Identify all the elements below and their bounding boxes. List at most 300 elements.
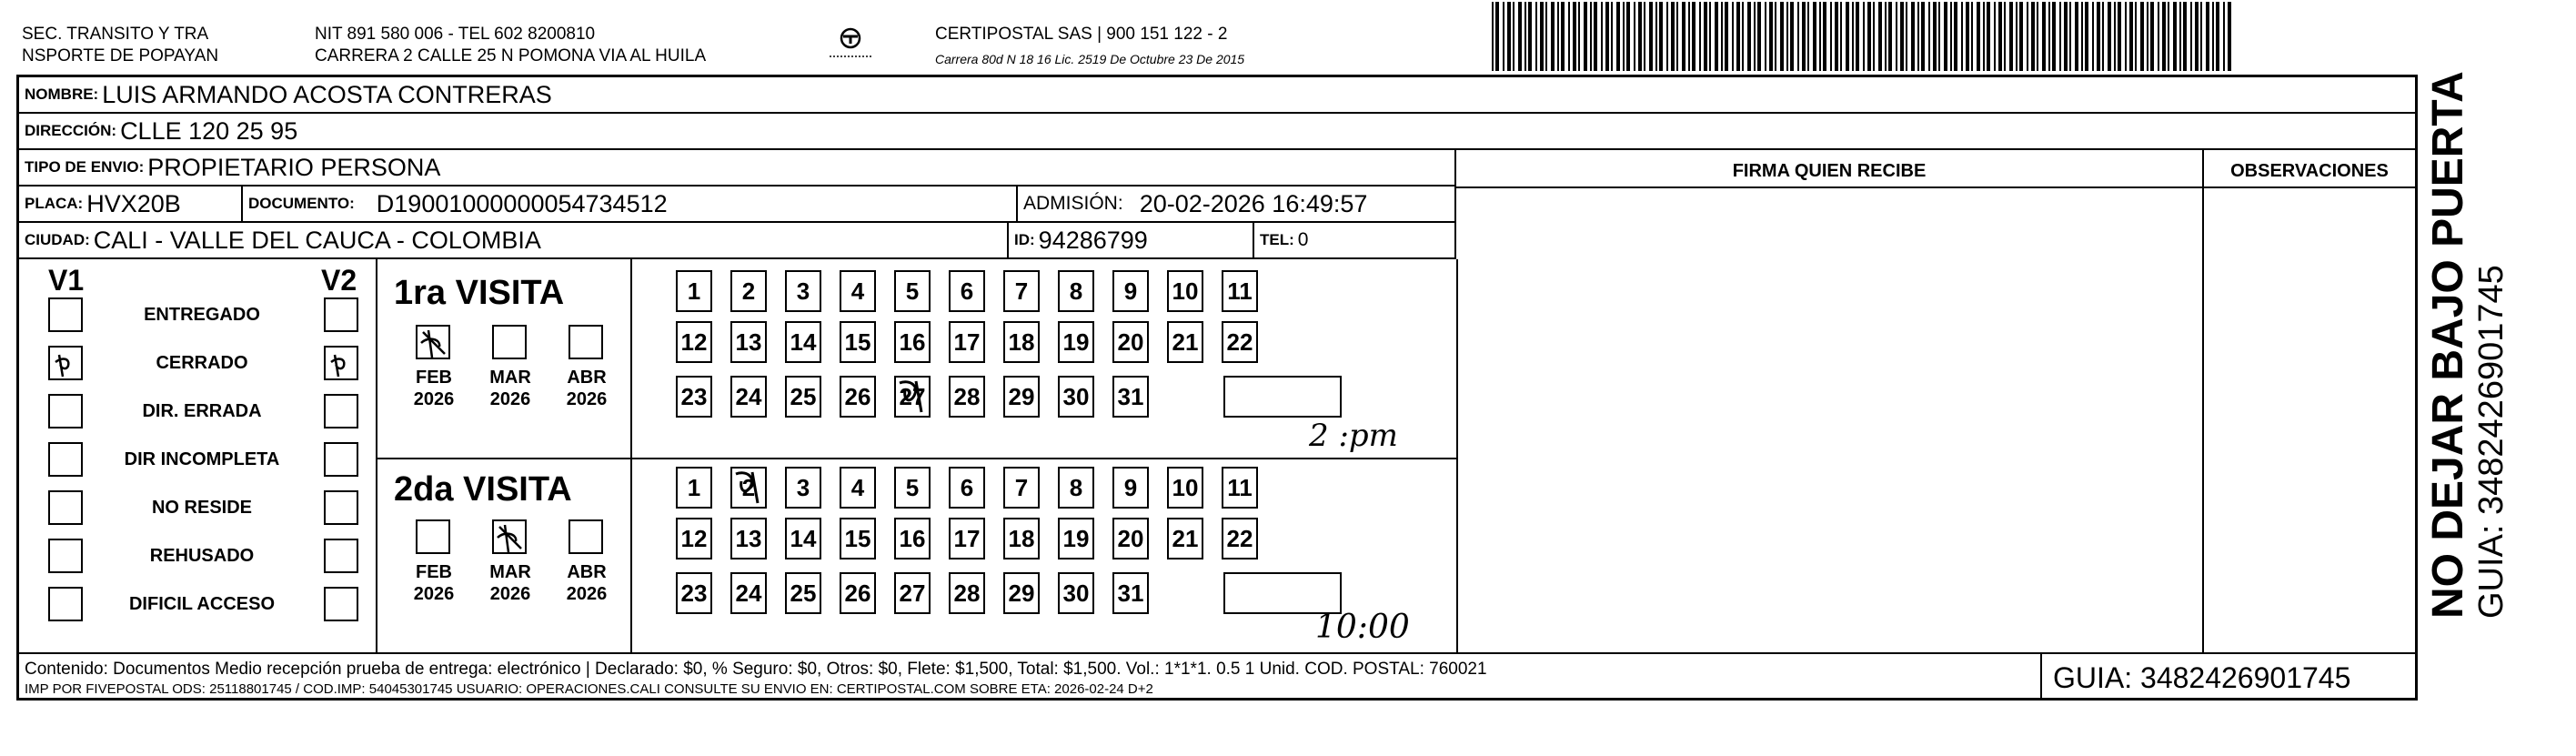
barcode-bar [2031, 2, 2035, 71]
barcode-bar [1649, 2, 1653, 71]
v2-checkbox[interactable] [324, 587, 358, 621]
placa-value: HVX20B [86, 189, 181, 217]
barcode-bar [1900, 2, 1904, 71]
barcode-bar [2019, 2, 2023, 71]
barcode-bar [2125, 2, 2127, 71]
ciudad-value: CALI - VALLE DEL CAUCA - COLOMBIA [93, 226, 541, 254]
day-box[interactable]: 12 [676, 518, 712, 559]
barcode-bar [1573, 2, 1576, 71]
v2-checkbox[interactable] [324, 394, 358, 428]
barcode-bar [2069, 2, 2071, 71]
barcode-bar [1971, 2, 1973, 71]
columns-header-line [1456, 186, 2415, 188]
day-box[interactable]: 4 [840, 467, 876, 509]
row-direccion [19, 114, 2415, 150]
barcode-bar [2075, 2, 2078, 71]
day-box[interactable]: 21 [1167, 321, 1203, 363]
day-box[interactable]: 6 [949, 467, 985, 509]
barcode-bar [1863, 2, 1865, 71]
v1-checkbox[interactable] [48, 394, 83, 428]
v1-checkbox[interactable] [48, 490, 83, 525]
barcode-bar [1835, 2, 1838, 71]
firma-header: FIRMA QUIEN RECIBE [1732, 161, 1927, 181]
day-box[interactable]: 17 [949, 518, 985, 559]
barcode-bar [1977, 2, 1980, 71]
day-box[interactable]: 27 [894, 376, 931, 418]
status-label: DIFICIL ACCESO [128, 594, 275, 614]
month-label [407, 367, 461, 410]
month-checkbox[interactable] [569, 519, 603, 554]
barcode-bar [1671, 2, 1675, 71]
barcode-bar [1601, 2, 1603, 71]
check-mark-icon [896, 378, 929, 416]
barcode-bar [1819, 2, 1821, 71]
barcode-bar [2009, 2, 2013, 71]
row-tipo-envio [19, 150, 1456, 186]
barcode-bar [1626, 2, 1630, 71]
day-box[interactable]: 18 [1003, 518, 1040, 559]
delivery-form [16, 75, 2418, 701]
day-box[interactable]: 28 [949, 376, 985, 418]
barcode-bar [1911, 2, 1915, 71]
day-box[interactable]: 3 [785, 467, 821, 509]
day-box[interactable]: 30 [1058, 572, 1094, 614]
ciudad-label: CIUDAD: [25, 231, 90, 248]
barcode-bar [1611, 2, 1613, 71]
row-placa [19, 186, 1456, 223]
day-box[interactable]: 16 [894, 518, 931, 559]
barcode-bar [1757, 2, 1761, 71]
month-label [407, 561, 461, 605]
day-box[interactable]: 14 [785, 321, 821, 363]
barcode-bar [2059, 2, 2061, 71]
day-box[interactable]: 10 [1167, 467, 1203, 509]
barcode-bar [2016, 2, 2018, 71]
barcode-bar [1888, 2, 1892, 71]
day-box[interactable]: 4 [840, 270, 876, 312]
company-license: Carrera 80d N 18 16 Lic. 2519 De Octubre 23 De 2015 [935, 52, 1245, 66]
barcode-bar [1878, 2, 1882, 71]
month-checkbox[interactable] [492, 325, 527, 359]
second-visit-time-note: 10:00 [1315, 609, 1410, 646]
day-box[interactable]: 5 [894, 467, 931, 509]
day-box[interactable]: 7 [1003, 467, 1040, 509]
nombre-label: NOMBRE: [25, 86, 99, 103]
barcode-bar [1769, 2, 1773, 71]
day-box[interactable]: 20 [1112, 321, 1149, 363]
day-box[interactable]: 18 [1003, 321, 1040, 363]
barcode-bar [1524, 2, 1526, 71]
day-box[interactable]: 13 [730, 321, 767, 363]
second-visit-title: 2da VISITA [394, 470, 572, 509]
barcode-bar [1896, 2, 1897, 71]
day-box[interactable]: 29 [1003, 572, 1040, 614]
barcode-bar [2216, 2, 2219, 71]
status-divider [376, 259, 377, 652]
day-box[interactable]: 24 [730, 572, 767, 614]
barcode-bar [2114, 2, 2116, 71]
v1-checkbox[interactable] [48, 539, 83, 573]
status-label: REHUSADO [149, 546, 255, 566]
tipo-envio-label: TIPO DE ENVIO: [25, 158, 145, 176]
barcode-bar [1928, 2, 1930, 71]
day-box[interactable]: 22 [1222, 321, 1258, 363]
day-box[interactable]: 8 [1058, 270, 1094, 312]
barcode-bar [1852, 2, 1854, 71]
day-box[interactable]: 30 [1058, 376, 1094, 418]
footer-content-line: Contenido: Documentos Medio recepción prueba de entrega: electrónico | Declarado: $0, % Seguro: $0, Otros: $0, Flete: $1,500, Total: $1,500. Vol.: 1*1*1. 0.5 1 Unid. COD. POSTAL: 760021 [25, 660, 1487, 679]
month-year: 2026 [489, 389, 531, 409]
barcode-bar [1709, 2, 1711, 71]
check-mark-icon [494, 521, 527, 554]
day-box[interactable]: 27 [894, 572, 931, 614]
barcode-bar [2064, 2, 2068, 71]
barcode-bar [1638, 2, 1642, 71]
barcode-bar [2092, 2, 2094, 71]
month-label [559, 561, 614, 605]
barcode-bar [1885, 2, 1887, 71]
day-box[interactable]: 2 [730, 467, 767, 509]
month-checkbox[interactable] [492, 519, 527, 554]
day-box[interactable]: 12 [676, 321, 712, 363]
barcode-bar [1873, 2, 1875, 71]
day-box[interactable]: 9 [1112, 467, 1149, 509]
first-visit-title: 1ra VISITA [394, 274, 565, 312]
barcode-bar [1557, 2, 1559, 71]
documento-value: D19001000000054734512 [376, 189, 668, 217]
placa-label: PLACA: [25, 195, 84, 212]
barcode-bar [1492, 2, 1494, 71]
company-logo [828, 25, 873, 64]
day-box[interactable]: 9 [1112, 270, 1149, 312]
barcode-bar [1856, 2, 1859, 71]
barcode-bar [2212, 2, 2214, 71]
day-box[interactable]: 10 [1167, 270, 1203, 312]
check-mark-icon [732, 469, 765, 507]
barcode-bar [1688, 2, 1690, 71]
month-checkbox[interactable] [416, 325, 450, 359]
barcode-bar [2223, 2, 2225, 71]
check-mark-icon [418, 327, 450, 359]
v1-checkbox[interactable] [48, 297, 83, 332]
month-name: MAR [489, 368, 531, 388]
admision-value: 20-02-2026 16:49:57 [1139, 189, 1368, 217]
status-label: ENTREGADO [144, 305, 260, 325]
barcode-bar [2027, 2, 2028, 71]
barcode-bar [1742, 2, 1744, 71]
barcode-bar [2206, 2, 2209, 71]
barcode-bar [1495, 2, 1499, 71]
day-box[interactable]: 14 [785, 518, 821, 559]
side-warning-block [2424, 71, 2511, 619]
day-box[interactable]: 28 [949, 572, 985, 614]
day-box[interactable]: 8 [1058, 467, 1094, 509]
nombre-value: LUIS ARMANDO ACOSTA CONTRERAS [102, 80, 552, 108]
day-box[interactable]: 6 [949, 270, 985, 312]
status-label: NO RESIDE [151, 498, 253, 518]
barcode-bar [1540, 2, 1544, 71]
barcode-bar [2179, 2, 2181, 71]
day-box[interactable]: 16 [894, 321, 931, 363]
barcode-bar [2004, 2, 2006, 71]
barcode-bar [1634, 2, 1635, 71]
footer-print-line: IMP POR FIVEPOSTAL ODS: 25118801745 / COD.IMP: 54045301745 USUARIO: OPERACIONES.CALI CONSULTE SU ENVIO EN: CERTIPOSTAL.COM SOBRE ETA: 2026-02-24 D+2 [25, 681, 1153, 697]
month-label [483, 367, 538, 410]
barcode-bar [1780, 2, 1784, 71]
barcode-bar [1775, 2, 1776, 71]
day-box[interactable]: 3 [785, 270, 821, 312]
month-name: FEB [416, 562, 452, 582]
v2-label: V2 [321, 264, 357, 297]
day-box[interactable]: 23 [676, 572, 712, 614]
footer-guia: GUIA: 3482426901745 [2053, 661, 2351, 694]
day-box[interactable]: 22 [1222, 518, 1258, 559]
day-box[interactable]: 15 [840, 518, 876, 559]
barcode-bar [2147, 2, 2148, 71]
month-label [559, 367, 614, 410]
barcode-bar [1944, 2, 1947, 71]
side-warning-text: NO DEJAR BAJO PUERTA [2424, 71, 2472, 619]
barcode-bar [2037, 2, 2038, 71]
barcode-bar [1954, 2, 1957, 71]
tel-label: TEL: [1260, 231, 1294, 248]
barcode-bar [2081, 2, 2083, 71]
barcode-bar [1584, 2, 1587, 71]
barcode-bar [2052, 2, 2056, 71]
month-year: 2026 [566, 389, 608, 409]
barcode-bar [2228, 2, 2231, 71]
id-value: 94286799 [1038, 226, 1148, 254]
barcode-bar [1797, 2, 1799, 71]
barcode-bar [1692, 2, 1696, 71]
barcode-bar [1921, 2, 1925, 71]
barcode-bar [1659, 2, 1663, 71]
first-visit-time-note: 2 :pm [1309, 418, 1398, 454]
day-box[interactable]: 13 [730, 518, 767, 559]
day-box[interactable]: 21 [1167, 518, 1203, 559]
barcode-bar [2108, 2, 2111, 71]
barcode-bar [1736, 2, 1740, 71]
barcode-bar [1682, 2, 1685, 71]
barcode-bar [1987, 2, 1990, 71]
barcode-bar [1644, 2, 1645, 71]
month-checkbox[interactable] [416, 519, 450, 554]
barcode-bar [1518, 2, 1522, 71]
tipo-envio-value: PROPIETARIO PERSONA [147, 153, 441, 181]
barcode-bar [2042, 2, 2046, 71]
status-label: DIR. ERRADA [142, 401, 262, 421]
direccion-label: DIRECCIÓN: [25, 122, 117, 139]
day-box[interactable]: 17 [949, 321, 985, 363]
observaciones-divider [2202, 150, 2204, 652]
barcode-bar [1998, 2, 2002, 71]
barcode-bar [1704, 2, 1707, 71]
day-box[interactable]: 29 [1003, 376, 1040, 418]
month-name: ABR [567, 368, 607, 388]
visits-divider [376, 458, 1456, 459]
barcode-bar [2118, 2, 2121, 71]
barcode-bar [1950, 2, 1952, 71]
barcode-bar [1994, 2, 1996, 71]
barcode-bar [1906, 2, 1907, 71]
barcode-bar [1623, 2, 1625, 71]
sender-nit: NIT 891 580 006 - TEL 602 8200810 [315, 25, 596, 44]
month-name: MAR [489, 562, 531, 582]
barcode-bar [1551, 2, 1555, 71]
admision-label: ADMISIÓN: [1023, 193, 1123, 214]
barcode-bar [1830, 2, 1832, 71]
day-box[interactable]: 2 [730, 270, 767, 312]
barcode-bar [1590, 2, 1592, 71]
barcode-bar [1747, 2, 1751, 71]
day-box[interactable]: 5 [894, 270, 931, 312]
barcode-bar [1807, 2, 1809, 71]
day-box[interactable]: 11 [1222, 467, 1258, 509]
barcode-bar [1846, 2, 1849, 71]
v2-checkbox[interactable] [324, 297, 358, 332]
documento-label: DOCUMENTO: [248, 195, 355, 212]
direccion-value: CLLE 120 25 95 [120, 116, 298, 145]
id-label: ID: [1014, 231, 1035, 248]
barcode-bar [1605, 2, 1609, 71]
barcode-bar [1790, 2, 1794, 71]
barcode-bar [2162, 2, 2166, 71]
barcode-bar [1503, 2, 1504, 71]
barcode-bar [2129, 2, 2133, 71]
barcode-bar [1578, 2, 1580, 71]
v1-checkbox[interactable] [48, 346, 83, 380]
month-year: 2026 [489, 584, 531, 604]
status-label: DIR INCOMPLETA [124, 449, 280, 469]
day-box[interactable]: 25 [785, 376, 821, 418]
day-box[interactable]: 1 [676, 270, 712, 312]
observaciones-header: OBSERVACIONES [2230, 161, 2389, 181]
time-note-box [1223, 376, 1342, 418]
month-year: 2026 [413, 389, 455, 409]
barcode-bar [1867, 2, 1871, 71]
barcode-bar [2173, 2, 2177, 71]
barcode-bar [1754, 2, 1756, 71]
barcode-bar [1715, 2, 1718, 71]
barcode-bar [2158, 2, 2159, 71]
day-box[interactable]: 11 [1222, 270, 1258, 312]
day-box[interactable]: 19 [1058, 518, 1094, 559]
day-box[interactable]: 25 [785, 572, 821, 614]
barcode-bar [2150, 2, 2154, 71]
barcode-bar [2135, 2, 2137, 71]
barcode-bar [1786, 2, 1788, 71]
barcode-bar [1917, 2, 1919, 71]
barcode-bar [2102, 2, 2104, 71]
barcode-bar [1721, 2, 1723, 71]
barcode-bar [1813, 2, 1816, 71]
company-name: CERTIPOSTAL SAS | 900 151 122 - 2 [935, 25, 1228, 44]
row-ciudad [19, 223, 1456, 259]
v1-checkbox[interactable] [48, 442, 83, 477]
barcode-bar [2140, 2, 2144, 71]
barcode-bar [1966, 2, 1969, 71]
side-guia-text: GUIA: 3482426901745 [2472, 265, 2511, 619]
month-name: ABR [567, 562, 607, 582]
barcode-bar [1983, 2, 1985, 71]
day-box[interactable]: 26 [840, 376, 876, 418]
v1-checkbox[interactable] [48, 587, 83, 621]
barcode-bar [1732, 2, 1734, 71]
months-divider [630, 259, 632, 652]
barcode-bar [2168, 2, 2169, 71]
barcode-bar [1545, 2, 1547, 71]
barcode-bar [1568, 2, 1570, 71]
barcode-bar [1725, 2, 1728, 71]
check-mark-icon [326, 348, 358, 380]
month-year: 2026 [413, 584, 455, 604]
v1-label: V1 [48, 264, 85, 297]
footer-divider [2040, 654, 2042, 700]
barcode-bar [1594, 2, 1597, 71]
day-box[interactable]: 31 [1112, 572, 1149, 614]
barcode-bar [2183, 2, 2187, 71]
barcode [1492, 2, 2234, 71]
barcode-bar [2048, 2, 2050, 71]
firma-left-divider [1456, 259, 1458, 652]
v2-checkbox[interactable] [324, 346, 358, 380]
sender-address: CARRERA 2 CALLE 25 N POMONA VIA AL HUILA [315, 46, 707, 66]
barcode-bar [2190, 2, 2192, 71]
day-box[interactable]: 7 [1003, 270, 1040, 312]
barcode-bar [1666, 2, 1668, 71]
barcode-bar [1535, 2, 1537, 71]
barcode-bar [1507, 2, 1511, 71]
barcode-bar [1561, 2, 1565, 71]
barcode-bar [2097, 2, 2100, 71]
tel-value: 0 [1297, 229, 1309, 250]
day-box[interactable]: 26 [840, 572, 876, 614]
barcode-bar [1655, 2, 1657, 71]
barcode-bar [1616, 2, 1620, 71]
day-box[interactable]: 19 [1058, 321, 1094, 363]
month-label [483, 561, 538, 605]
barcode-bar [1765, 2, 1766, 71]
barcode-bar [1802, 2, 1806, 71]
status-label: CERRADO [156, 353, 248, 373]
barcode-bar [2085, 2, 2088, 71]
v2-checkbox[interactable] [324, 442, 358, 477]
day-box[interactable]: 1 [676, 467, 712, 509]
month-checkbox[interactable] [569, 325, 603, 359]
v2-checkbox[interactable] [324, 490, 358, 525]
row-nombre [19, 77, 2415, 114]
barcode-bar [1961, 2, 1963, 71]
day-box[interactable]: 31 [1112, 376, 1149, 418]
day-box[interactable]: 24 [730, 376, 767, 418]
sender-name-line1: SEC. TRANSITO Y TRA [22, 25, 209, 44]
barcode-bar [1513, 2, 1514, 71]
barcode-bar [1933, 2, 1937, 71]
footer-line [19, 652, 2415, 654]
barcode-bar [1528, 2, 1532, 71]
v2-checkbox[interactable] [324, 539, 358, 573]
day-box[interactable]: 20 [1112, 518, 1149, 559]
barcode-bar [1699, 2, 1701, 71]
sender-name-line2: NSPORTE DE POPAYAN [22, 46, 219, 66]
check-mark-icon [50, 348, 83, 380]
month-name: FEB [416, 368, 452, 388]
barcode-bar [2195, 2, 2199, 71]
barcode-bar [1823, 2, 1826, 71]
day-box[interactable]: 15 [840, 321, 876, 363]
barcode-bar [1676, 2, 1678, 71]
day-box[interactable]: 23 [676, 376, 712, 418]
